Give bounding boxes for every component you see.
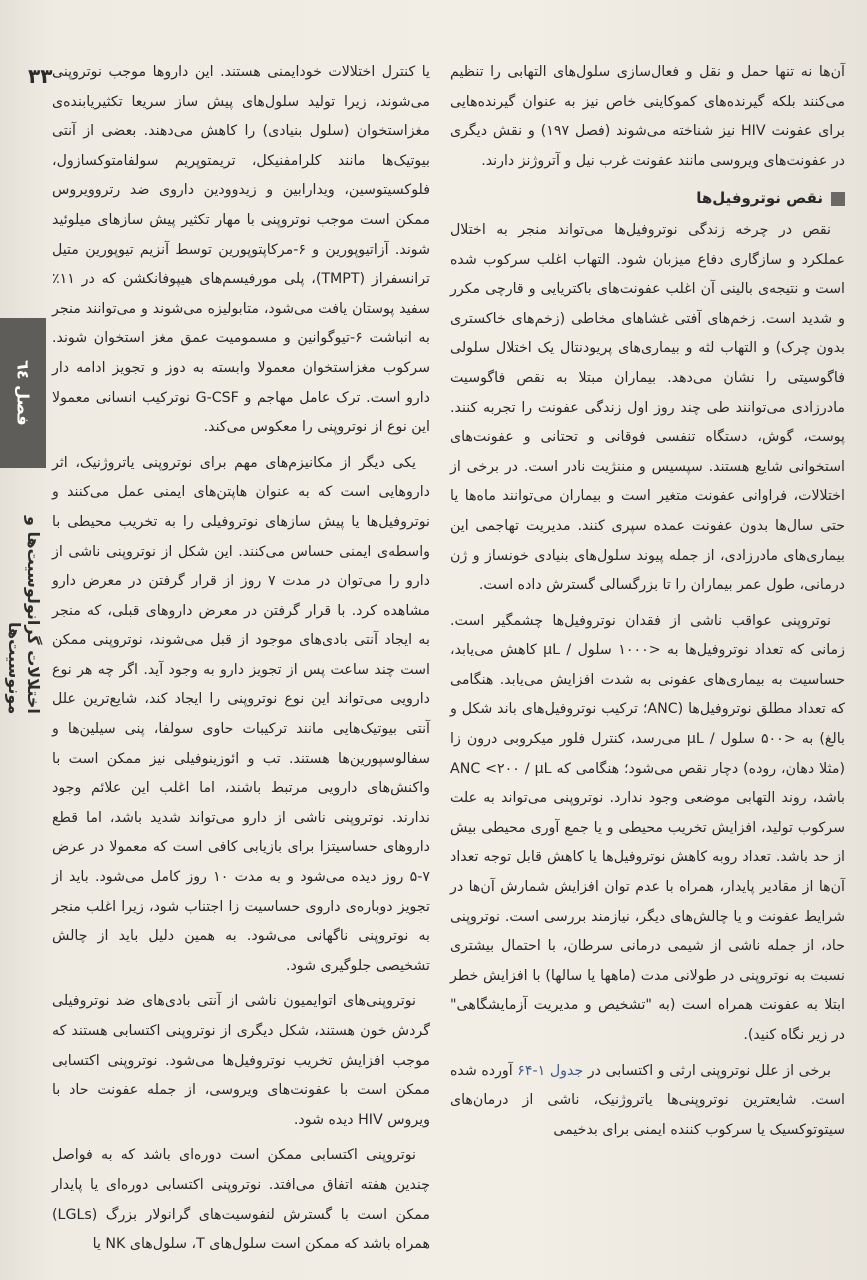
section-title: نقص نوتروفیل‌ها [696, 189, 823, 208]
paragraph: نوتروپنی اکتسابی ممکن است دوره‌ای باشد که به فواصل چندین هفته اتفاق می‌افتد. نوتروپنی اکتسابی دوره‌ای یا پایدار ممکن است با گسترش لنفوسیت‌های گرانولار بزرگ (LGLs) همراه باشد که ممکن است سلول‌های T، سلول‌های NK یا [52, 1147, 430, 1253]
intro-paragraph: آن‌ها نه تنها حمل و نقل و فعال‌سازی سلول‌های التهابی را تنظیم می‌کنند بلکه گیرنده‌های کموکاینی خاص نیز به عنوان گیرنده‌هایی برای عفونت HIV نیز شناخته می‌شوند (فصل ۱۹۷) و نقش دیگری در عفونت‌های ویروسی مانند عفونت غرب نیل و آتروژنز دارند. [450, 64, 845, 169]
chapter-title: اختلالات گرانولوسیت‌ها و مونوسیت‌ها [5, 516, 43, 714]
paragraph-text: برخی از علل نوتروپنی ارثی و اکتسابی در [587, 1062, 831, 1079]
page-number: ۳۳ [28, 64, 53, 88]
table-reference-link[interactable]: جدول ۱-۶۴ [517, 1062, 584, 1079]
chapter-tab: فصل ٦٤ [0, 318, 46, 468]
paragraph-text: آورده شده است. شایعترین نوتروپنی‌ها یاتروژنیک، ناشی از درمان‌های سیتوتوکسیک یا سرکوب کننده ایمنی برای بدخیمی [450, 1062, 845, 1138]
paragraph: نوتروپنی عواقب ناشی از فقدان نوتروفیل‌ها چشمگیر است. زمانی که تعداد نوتروفیل‌ها به <۱۰۰۰ سلول / μL کاهش می‌یابد، حساسیت به بیماری‌های عفونی به شدت افزایش می‌یابد. هنگامی که تعداد مطلق نوتروفیل‌ها (ANC؛ ترکیب نوتروفیل‌های باند شکل و بالغ) به <۵۰۰ سلول / μL می‌رسد، کنترل فلور میکروبی درون زا (مثلا دهان، روده) دچار نقص می‌شود؛ هنگامی که ANC <۲۰۰ / μL باشد، روند التهابی موضعی وجود ندارد. نوتروپنی می‌تواند به علت سرکوب تولید، افزایش تخریب محیطی و یا جمع آوری محیطی بیش از حد باشد. تعداد روبه کاهش نوتروفیل‌ها یا کاهش قابل توجه تعداد آن‌ها از مقادیر پایدار، همراه با عدم توان افزایش شمارش آن‌ها در شرایط عفونت و یا چالش‌های دیگر، نیازمند بررسی است. نوتروپنی حاد، از جمله ناشی از شیمی درمانی سرطان، با احتمال بیشتری نسبت به نوتروپنی در طولانی مدت (ماهها یا سالها) با افزایش خطر ابتلا به عفونت همراه است (به "تشخیص و مدیریت آزمایشگاهی" در زیر نگاه کنید). [450, 612, 845, 1043]
paragraph: نوتروپنی‌های اتوایمیون ناشی از آنتی بادی‌های ضد نوتروفیلی گردش خون هستند، شکل دیگری از نوتروپنی اکتسابی هستند که موجب افزایش تخریب نوتروفیل‌ها می‌شود. نوتروپنی اکتسابی ممکن است با عفونت‌های ویروسی، از جمله عفونت حاد با ویروس HIV دیده شود. [52, 993, 430, 1128]
section-heading [450, 184, 845, 214]
paragraph: نقص در چرخه زندگی نوتروفیل‌ها می‌تواند منجر به اختلال عملکرد و سازگاری دفاع میزبان شود. التهاب اغلب سرکوب شده است و نتیجه‌ی بالینی آن اغلب عفونت‌های باکتریایی و قارچی مکرر و شدید است. زخم‌های آفتی غشاهای مخاطی (زخم‌های خاکستری بدون چرک) و التهاب لثه و بیماری‌های پریودنتال یک اختلال سلولی فاگوسیتی را نشان می‌دهد. بیماران مبتلا به نقص فاگوسیت مادرزادی می‌توانند طی چند روز اول زندگی عفونت را تجربه کنند. پوست، گوش، دستگاه تنفسی فوقانی و تحتانی و عفونت‌های استخوانی شایع هستند. سپسیس و مننژیت نادر است. در برخی از اختلالات، فراوانی عفونت متغیر است و بیماران می‌توانند ماه‌ها یا حتی سال‌ها بدون عفونت عمده سپری کنند. مدیریت تهاجمی این بیماری‌های مادرزادی، از جمله پیوند سلول‌های بنیادی خونساز و ژن درمانی، طول عمر بیماران را تا بزرگسالی گسترش داده است. [450, 221, 845, 594]
paragraph: یا کنترل اختلالات خودایمنی هستند. این داروها موجب نوتروپنی می‌شوند، زیرا تولید سلول‌های پیش ساز سریعا تکثیریابنده‌ی مغزاستخوان (سلول بنیادی) را کاهش می‌دهند. بعضی از آنتی بیوتیک‌ها مانند کلرامفنیکل، تریمتوپریم سولفامتوکسازول، فلوکسیتوسین، ویدارابین و زیدوودین داروی ضد رتروویروس ممکن است موجب نوتروپنی با مهار تکثیر پیش سازهای میلوئید شوند. آزاتیوپورین و ۶-مرکاپتوپورین توسط آنزیم تیوپورین متیل ترانسفراز (TMPT)، پلی مورفیسم‌های هیپوفانکشن که در ۱۱٪ سفید پوستان یافت می‌شود، متابولیزه می‌شوند و می‌توانند منجر به انباشت ۶-تیوگوانین و مسمومیت عمق مغز استخوان شوند. سرکوب مغزاستخوان معمولا وابسته به دوز و تجویز ادامه دار دارو است. ترک عامل مهاجم و G-CSF نوترکیب انسانی معمولا این نوع از نوتروپنی را معکوس می‌کند. [52, 64, 431, 436]
left-column [52, 58, 430, 1266]
section-marker-icon [831, 192, 845, 206]
paragraph [450, 1057, 845, 1146]
paragraph: یکی دیگر از مکانیزم‌های مهم برای نوتروپنی یاتروژنیک، اثر داروهایی است که به عنوان هاپتن‌های ایمنی عمل می‌کنند و نوتروفیل‌ها یا پیش سازهای نوتروفیلی را به تخریب محیطی با واسطه‌ی ایمنی حساس می‌کنند. این شکل از نوتروپنی ناشی از دارو را می‌توان در مدت ۷ روز از قرار گرفتن در معرض دارو مشاهده کرد. با قرار گرفتن در معرض داروهای قبلی، که منجر به ایجاد آنتی بادی‌های موجود از قبل می‌شوند، نوتروپنی ممکن است چند ساعت پس از تجویز دارو به وجود آید. اگر چه هر نوع دارویی می‌تواند این نوع نوتروپنی را ایجاد کند، شایع‌ترین علل آنتی بیوتیک‌هایی مانند ترکیبات حاوی سولفا، پنی سیلین‌ها و سفالوسپورین‌ها هستند. تب و ائوزینوفیلی نیز ممکن است با واکنش‌های دارویی مرتبط باشند، اما اغلب این علائم وجود ندارند. نوتروپنی ناشی از دارو می‌تواند شدید باشد، اما قطع داروهای حساسیتزا برای بازیابی کافی است که معمولا در عرض ۷-۵ روز دیده می‌شود و به مدت ۱۰ روز کامل می‌شود. باید از تجویز دوباره‌ی داروی حساسیت زا اجتناب شود، زیرا اغلب منجر به نوتروپنی ناگهانی می‌شود. به همین دلیل باید از چالش تشخیصی جلوگیری شود. [52, 454, 430, 974]
right-column [450, 58, 845, 1151]
